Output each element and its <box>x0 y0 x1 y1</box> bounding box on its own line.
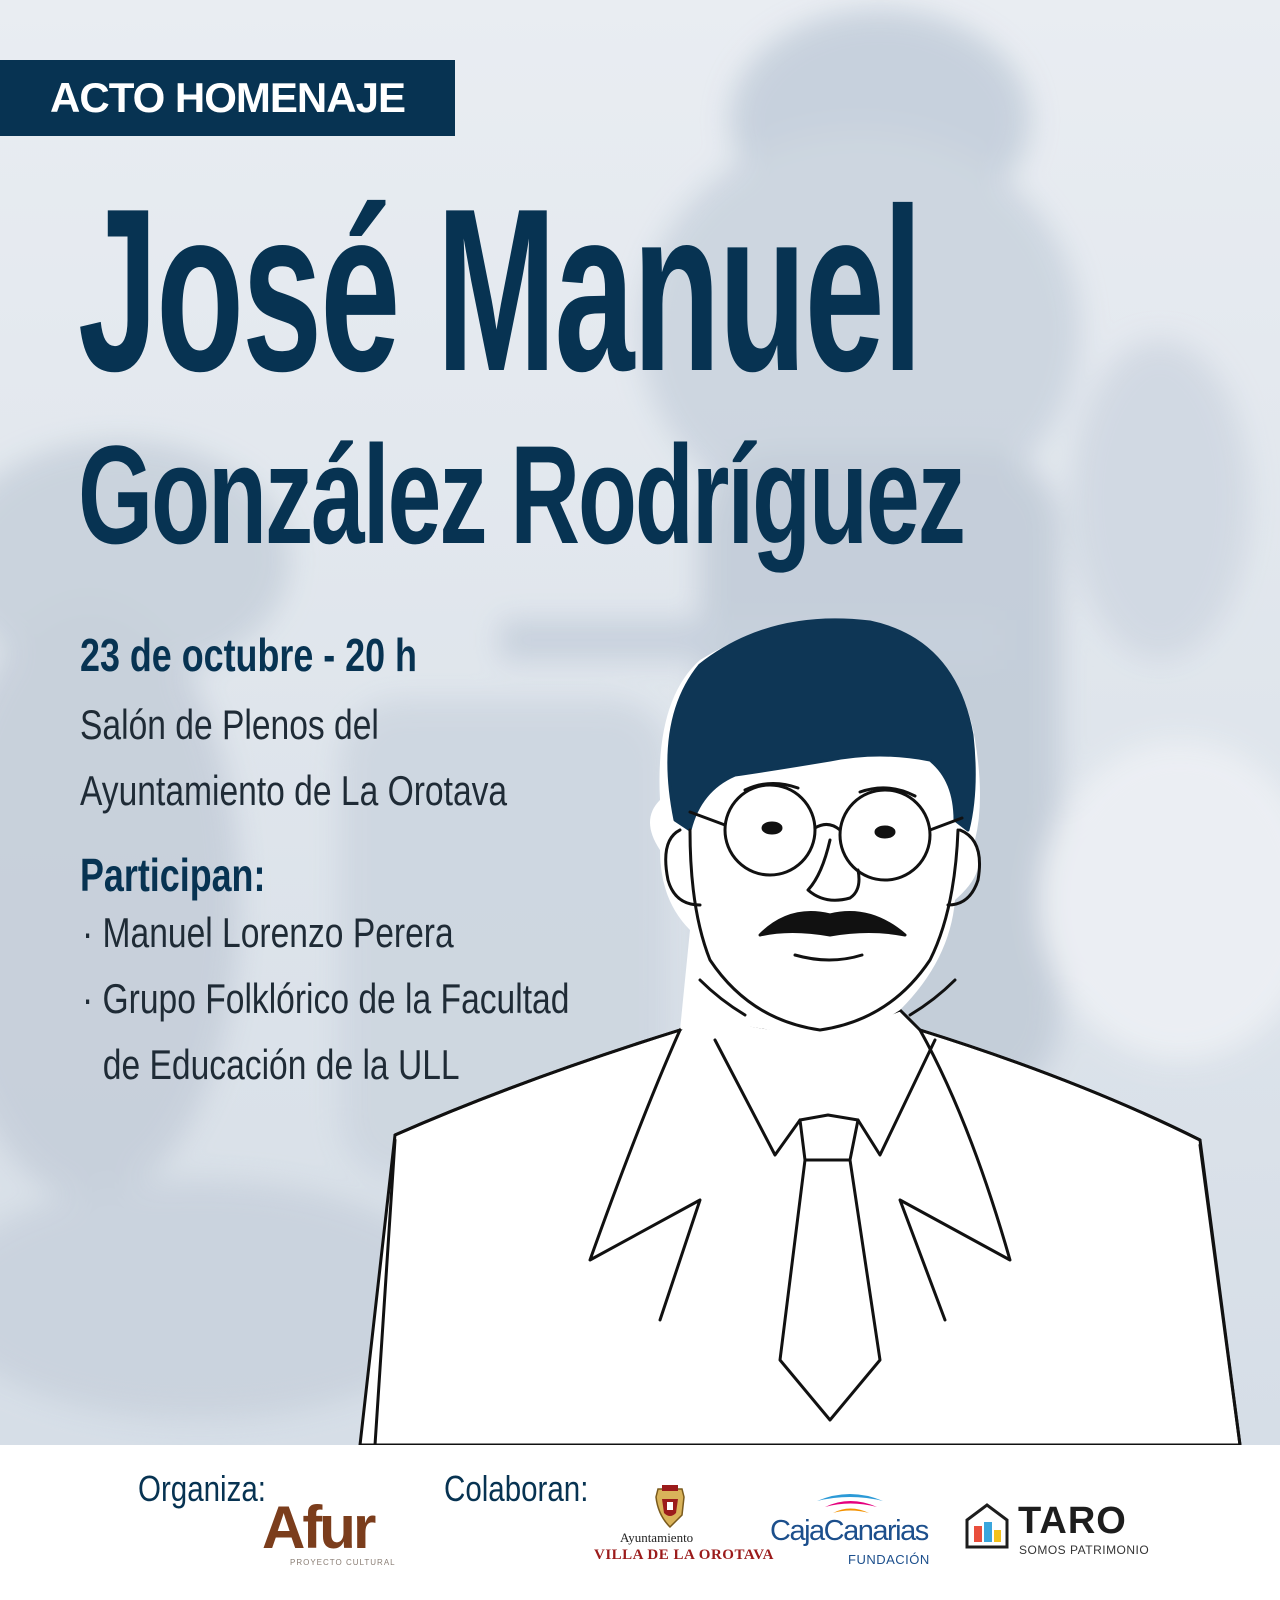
list-item: · Grupo Folklórico de la Facultad <box>82 975 570 1022</box>
cajacanarias-wave-icon <box>815 1487 885 1515</box>
event-date: 23 de octubre - 20 h <box>80 629 417 681</box>
organiza-label: Organiza: <box>138 1468 266 1509</box>
honoree-name-line1: José Manuel <box>78 161 921 420</box>
taro-logo-line2: SOMOS PATRIMONIO <box>1019 1543 1150 1557</box>
cajacanarias-logo-line2: FUNDACIÓN <box>848 1552 930 1567</box>
venue-line: Salón de Plenos del <box>80 701 379 748</box>
ayuntamiento-logo-line2: VILLA DE LA OROTAVA <box>594 1547 774 1563</box>
taro-logo-line1: TARO <box>1018 1500 1127 1542</box>
afur-logo: Afur <box>262 1494 374 1561</box>
taro-house-icon <box>962 1502 1012 1552</box>
event-venue <box>80 692 507 824</box>
list-item: · Manuel Lorenzo Perera <box>82 909 454 956</box>
cajacanarias-logo-line1: CajaCanarias <box>770 1515 928 1547</box>
ayuntamiento-logo-line1: Ayuntamiento <box>620 1530 694 1545</box>
event-type-tag: ACTO HOMENAJE <box>0 60 455 136</box>
venue-line: Ayuntamiento de La Orotava <box>80 767 508 814</box>
list-item: de Educación de la ULL <box>102 1041 460 1088</box>
afur-logo-subtitle: PROYECTO CULTURAL <box>290 1558 396 1567</box>
honoree-name-line2: González Rodríguez <box>78 416 964 573</box>
participants-heading: Participan: <box>80 849 266 901</box>
participants-list <box>82 900 569 1098</box>
coat-of-arms-icon <box>650 1485 690 1529</box>
colaboran-label: Colaboran: <box>444 1468 589 1509</box>
